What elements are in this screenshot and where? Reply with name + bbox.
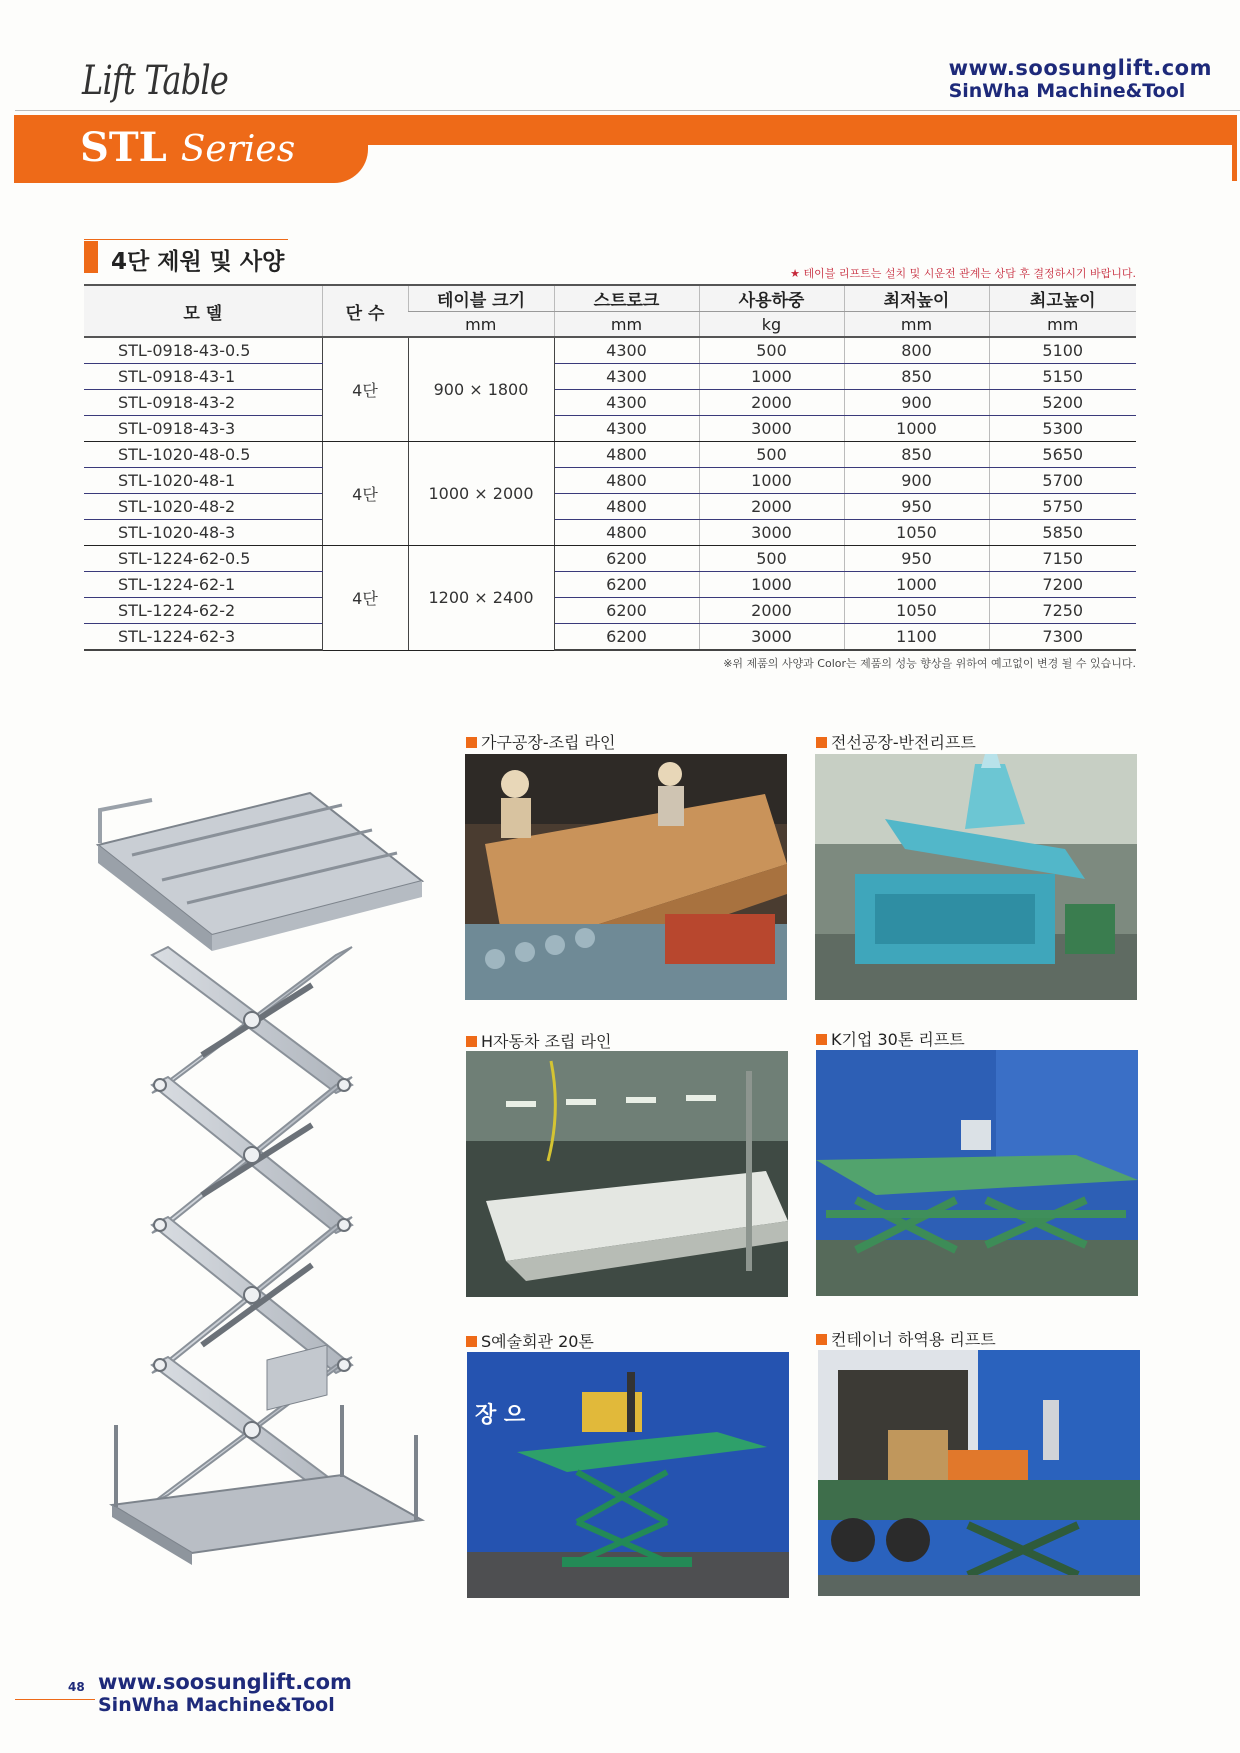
unit-max-height: mm <box>989 312 1136 338</box>
bullet-square-icon <box>816 1034 827 1045</box>
table-row <box>84 520 1136 546</box>
stages-cell: 4단 <box>322 442 408 546</box>
header-contact <box>949 56 1212 102</box>
header-stroke: 스트로크 <box>554 285 699 312</box>
header-min-height: 최저높이 <box>844 285 989 312</box>
category-title: Lift Table <box>82 58 228 104</box>
series-main: STL <box>80 124 167 171</box>
min-height-cell: 800 <box>844 337 989 364</box>
bullet-square-icon <box>466 737 477 748</box>
size-cell: 1200 × 2400 <box>408 546 554 651</box>
max-height-cell: 7200 <box>989 572 1136 598</box>
section-marker <box>84 241 98 273</box>
stroke-cell: 4800 <box>554 520 699 546</box>
stroke-cell: 4800 <box>554 442 699 468</box>
min-height-cell: 950 <box>844 494 989 520</box>
model-cell: STL-1020-48-0.5 <box>84 442 322 468</box>
photo-caption-text: S예술회관 20톤 <box>481 1332 594 1351</box>
max-height-cell: 5200 <box>989 390 1136 416</box>
table-row <box>84 546 1136 572</box>
cable-factory-image <box>815 754 1137 1000</box>
load-cell: 1000 <box>699 468 844 494</box>
header-row <box>84 285 1136 312</box>
model-cell: STL-0918-43-0.5 <box>84 337 322 364</box>
min-height-cell: 1050 <box>844 598 989 624</box>
bullet-square-icon <box>466 1036 477 1047</box>
30ton-lift-image <box>816 1050 1138 1296</box>
stroke-cell: 4300 <box>554 416 699 442</box>
spec-table-body <box>84 337 1136 650</box>
load-cell: 500 <box>699 546 844 572</box>
photo-container-lift <box>818 1350 1140 1596</box>
photo-auto-assembly <box>466 1051 788 1297</box>
photo-caption <box>466 730 616 753</box>
unit-table-size: mm <box>408 312 554 338</box>
header-stages: 단 수 <box>322 285 408 337</box>
photo-caption-text: H자동차 조립 라인 <box>481 1032 612 1051</box>
max-height-cell: 7300 <box>989 624 1136 651</box>
model-cell: STL-1020-48-1 <box>84 468 322 494</box>
photo-cable-factory <box>815 754 1137 1000</box>
container-lift-image <box>818 1350 1140 1596</box>
model-cell: STL-0918-43-3 <box>84 416 322 442</box>
unit-min-height: mm <box>844 312 989 338</box>
load-cell: 500 <box>699 337 844 364</box>
header-table-size: 테이블 크기 <box>408 285 554 312</box>
table-row <box>84 598 1136 624</box>
photo-caption <box>816 1327 996 1350</box>
header-divider <box>15 110 1240 111</box>
footer-company: SinWha Machine&Tool <box>98 1694 335 1716</box>
load-cell: 2000 <box>699 598 844 624</box>
table-row <box>84 572 1136 598</box>
scissor-lift-drawing <box>92 785 432 1575</box>
model-cell: STL-1224-62-3 <box>84 624 322 651</box>
photo-caption-text: 가구공장-조립 라인 <box>481 733 616 752</box>
product-illustration <box>92 785 432 1575</box>
unit-load: kg <box>699 312 844 338</box>
table-row <box>84 468 1136 494</box>
footer-website[interactable]: www.soosunglift.com <box>98 1670 352 1694</box>
bullet-square-icon <box>816 1334 827 1345</box>
load-cell: 1000 <box>699 364 844 390</box>
model-cell: STL-0918-43-2 <box>84 390 322 416</box>
min-height-cell: 1100 <box>844 624 989 651</box>
max-height-cell: 5700 <box>989 468 1136 494</box>
size-cell: 1000 × 2000 <box>408 442 554 546</box>
page-number: 48 <box>68 1680 85 1694</box>
photo-caption-text: K기업 30톤 리프트 <box>831 1030 965 1049</box>
table-row <box>84 364 1136 390</box>
min-height-cell: 1050 <box>844 520 989 546</box>
header-max-height: 최고높이 <box>989 285 1136 312</box>
spec-table <box>84 284 1136 651</box>
stroke-cell: 6200 <box>554 624 699 651</box>
section-title: 4단 제원 및 사양 <box>111 249 285 275</box>
max-height-cell: 7150 <box>989 546 1136 572</box>
unit-stroke: mm <box>554 312 699 338</box>
series-banner-edge <box>1232 115 1237 181</box>
load-cell: 3000 <box>699 416 844 442</box>
load-cell: 3000 <box>699 520 844 546</box>
bullet-square-icon <box>466 1336 477 1347</box>
building-sign-text: 장 으 <box>475 1403 526 1428</box>
table-row <box>84 494 1136 520</box>
bullet-square-icon <box>816 737 827 748</box>
stroke-cell: 4300 <box>554 337 699 364</box>
photo-caption <box>816 1027 965 1050</box>
model-cell: STL-1020-48-3 <box>84 520 322 546</box>
size-cell: 900 × 1800 <box>408 337 554 442</box>
max-height-cell: 5150 <box>989 364 1136 390</box>
header-company: SinWha Machine&Tool <box>948 80 1186 102</box>
stages-cell: 4단 <box>322 337 408 442</box>
model-cell: STL-1224-62-2 <box>84 598 322 624</box>
table-row <box>84 390 1136 416</box>
max-height-cell: 5850 <box>989 520 1136 546</box>
load-cell: 3000 <box>699 624 844 651</box>
load-cell: 2000 <box>699 390 844 416</box>
footer-rule <box>15 1699 95 1700</box>
header-model: 모 델 <box>84 285 322 337</box>
stages-cell: 4단 <box>322 546 408 651</box>
stroke-cell: 4800 <box>554 468 699 494</box>
arts-center-image <box>467 1352 789 1598</box>
model-cell: STL-1224-62-0.5 <box>84 546 322 572</box>
photo-arts-center <box>467 1352 789 1598</box>
table-row <box>84 416 1136 442</box>
load-cell: 1000 <box>699 572 844 598</box>
max-height-cell: 5650 <box>989 442 1136 468</box>
stroke-cell: 6200 <box>554 572 699 598</box>
min-height-cell: 900 <box>844 390 989 416</box>
max-height-cell: 7250 <box>989 598 1136 624</box>
min-height-cell: 850 <box>844 442 989 468</box>
min-height-cell: 900 <box>844 468 989 494</box>
table-row <box>84 337 1136 364</box>
series-sub: Series <box>180 129 296 170</box>
stroke-cell: 4300 <box>554 390 699 416</box>
min-height-cell: 1000 <box>844 572 989 598</box>
photo-caption-text: 전선공장-반전리프트 <box>831 733 976 752</box>
photo-caption <box>816 730 976 753</box>
photo-caption-text: 컨테이너 하역용 리프트 <box>831 1330 996 1349</box>
section-rule <box>84 239 288 240</box>
table-row <box>84 442 1136 468</box>
series-title <box>80 124 295 171</box>
model-cell: STL-1224-62-1 <box>84 572 322 598</box>
min-height-cell: 1000 <box>844 416 989 442</box>
table-row <box>84 624 1136 651</box>
furniture-line-image <box>465 754 787 1000</box>
install-note: ★ 테이블 리프트는 설치 및 시운전 관계는 상담 후 결정하시기 바랍니다. <box>790 267 1136 280</box>
footer-contact <box>98 1670 352 1716</box>
model-cell: STL-0918-43-1 <box>84 364 322 390</box>
photo-caption <box>466 1029 611 1052</box>
stroke-cell: 6200 <box>554 546 699 572</box>
model-cell: STL-1020-48-2 <box>84 494 322 520</box>
header-load: 사용하중 <box>699 285 844 312</box>
load-cell: 2000 <box>699 494 844 520</box>
auto-assembly-image <box>466 1051 788 1297</box>
stroke-cell: 4300 <box>554 364 699 390</box>
header-website[interactable]: www.soosunglift.com <box>948 56 1212 80</box>
photo-30ton-lift <box>816 1050 1138 1296</box>
spec-change-note: ※위 제품의 사양과 Color는 제품의 성능 향상을 위하여 예고없이 변경 될 수 있습니다. <box>723 657 1136 670</box>
max-height-cell: 5100 <box>989 337 1136 364</box>
max-height-cell: 5300 <box>989 416 1136 442</box>
load-cell: 500 <box>699 442 844 468</box>
min-height-cell: 950 <box>844 546 989 572</box>
photo-caption <box>466 1329 594 1352</box>
max-height-cell: 5750 <box>989 494 1136 520</box>
min-height-cell: 850 <box>844 364 989 390</box>
stroke-cell: 4800 <box>554 494 699 520</box>
photo-furniture-line <box>465 754 787 1000</box>
stroke-cell: 6200 <box>554 598 699 624</box>
